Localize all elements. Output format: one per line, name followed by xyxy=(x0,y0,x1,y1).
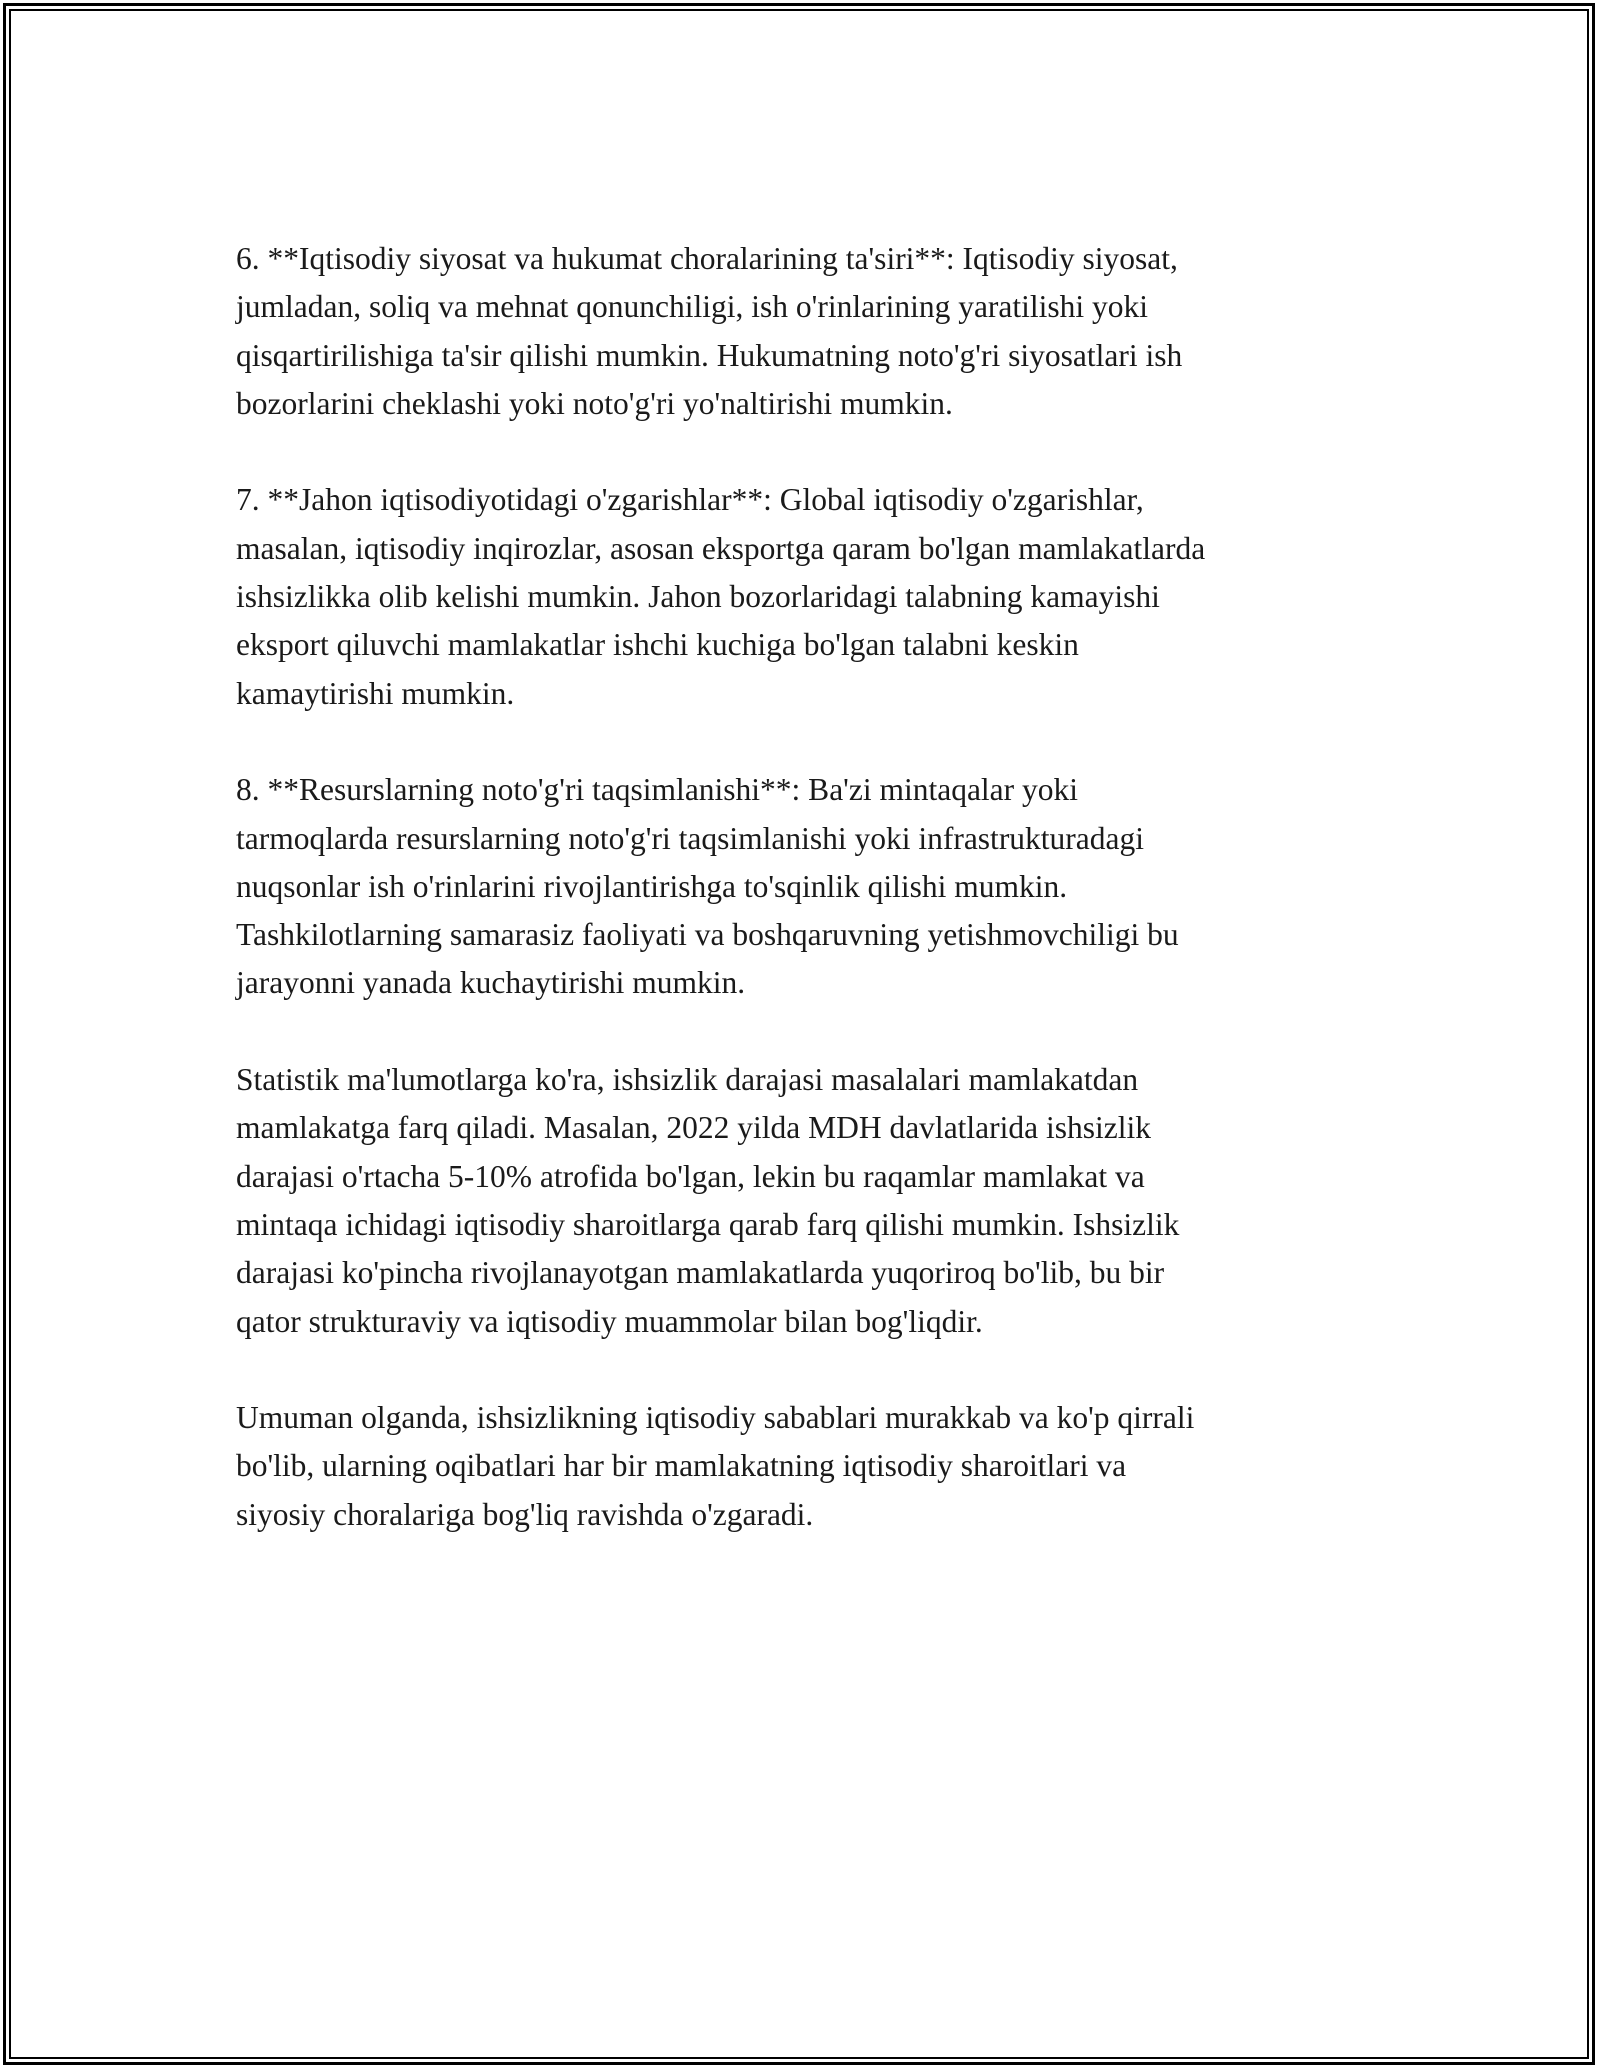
paragraph-item-6: 6. **Iqtisodiy siyosat va hukumat choralarining ta'siri**: Iqtisodiy siyosat, jumladan, soliq va mehnat qonunchiligi, ish o'rinlarining yaratilishi yoki qisqartirilishiga ta'sir qilishi mumkin. Hukumatning noto'g'ri siyosatlari ish bozorlarini cheklashi yoki noto'g'ri yo'naltirishi mumkin. xyxy=(236,241,1183,421)
paragraph-item-7: 7. **Jahon iqtisodiyotidagi o'zgarishlar**: Global iqtisodiy o'zgarishlar, masalan, iqtisodiy inqirozlar, asosan eksportga qaram bo'lgan mamlakatlarda ishsizlikka olib kelishi mumkin. Jahon bozorlaridagi talabning kamayishi eksport qiluvchi mamlakatlar ishchi kuchiga bo'lgan talabni keskin kamaytirishi mumkin. xyxy=(236,482,1206,711)
paragraph-item-8: 8. **Resurslarning noto'g'ri taqsimlanishi**: Ba'zi mintaqalar yoki tarmoqlarda resurslarning noto'g'ri taqsimlanishi yoki infrastrukturadagi nuqsonlar ish o'rinlarini rivojlantirishga to'sqinlik qilishi mumkin. Tashkilotlarning samarasiz faoliyati va boshqaruvning yetishmovchiligi bu jarayonni yanada kuchaytirishi mumkin. xyxy=(236,772,1179,1001)
document-body xyxy=(236,235,1396,1539)
paragraph-conclusion: Umuman olganda, ishsizlikning iqtisodiy sabablari murakkab va ko'p qirrali bo'lib, ularning oqibatlari har bir mamlakatning iqtisodiy sharoitlari va siyosiy choralariga bog'liq ravishda o'zgaradi. xyxy=(236,1400,1195,1532)
paragraph-statistics: Statistik ma'lumotlarga ko'ra, ishsizlik darajasi masalalari mamlakatdan mamlakatga farq qiladi. Masalan, 2022 yilda MDH davlatlarida ishsizlik darajasi o'rtacha 5-10% atrofida bo'lgan, lekin bu raqamlar mamlakat va mintaqa ichidagi iqtisodiy sharoitlarga qarab farq qilishi mumkin. Ishsizlik darajasi ko'pincha rivojlanayotgan mamlakatlarda yuqoriroq bo'lib, bu bir qator strukturaviy va iqtisodiy muammolar bilan bog'liqdir. xyxy=(236,1062,1180,1339)
